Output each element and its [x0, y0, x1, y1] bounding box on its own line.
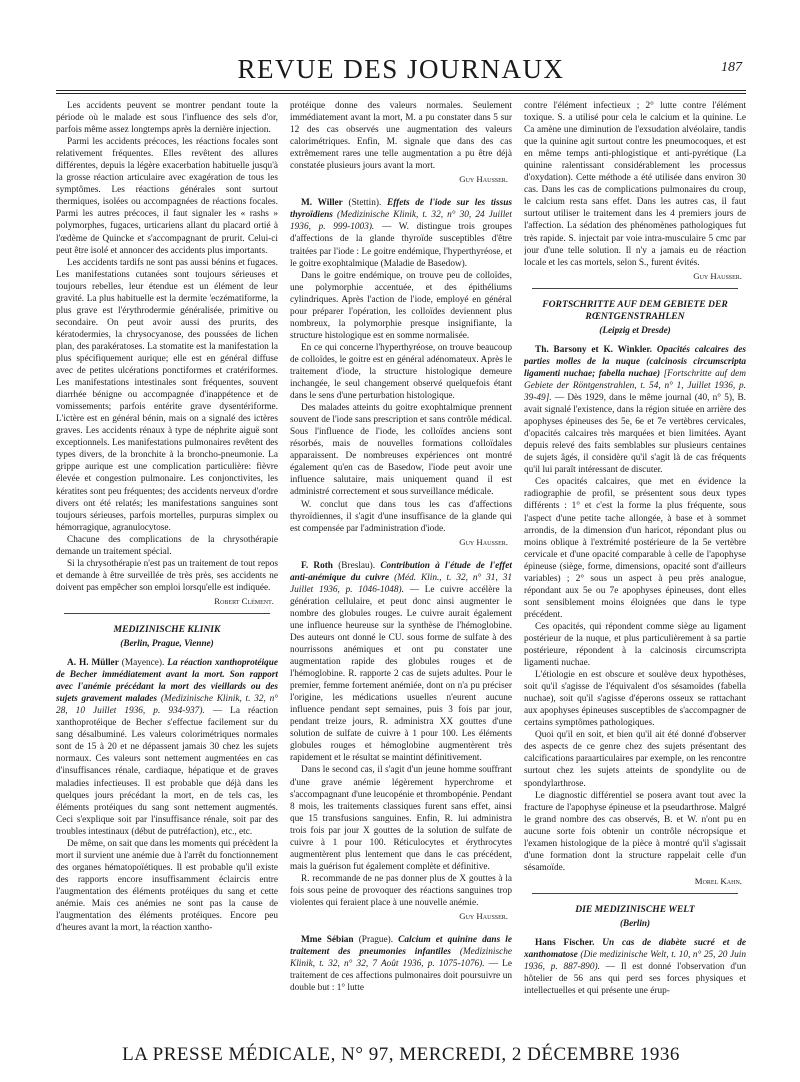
article-text: — Dès 1929, dans le même journal (40, n° 5), B. avait signalé l'existence, dans la région située en arrière des apophyses épineuses des 5e, 6e et 7e vertèbres cervicales, d'opacités calcaires très marquées et bien limitées. Ayant depuis relevé des faits semblables sur plusieurs centaines de sujets âgés, il considère qu'il s'agit là de cas fréquents qu'il lui paraît intéressant de discuter. — [524, 393, 746, 476]
column-middle — [290, 100, 512, 1020]
author-signature: Guy Hausser. — [693, 270, 742, 281]
page-header — [56, 52, 746, 88]
paragraph: Dans le goitre endémique, on trouve peu de colloïdes, une polymorphie accentuée, et des épithéliums cylindriques. Après l'action de l'iode, employé en général pour préparer l'opération, les colloïdes deviennent plus nombreux, la polymorphie presque insignifiante, la structure histologique est en somme normalisée. — [290, 270, 512, 341]
paragraph: Ces opacités, qui répondent comme siège au ligament postérieur de la nuque, et plus particulièrement à sa partie postérieure, répondent à la calcinosis circumscripta ligamenti nuchae. — [524, 621, 746, 669]
paragraph: W. conclut que dans tous les cas d'affections thyroïdiennes, il s'agit d'une insuffisance de la glande qui est compensée par l'administration d'iode. — [290, 499, 512, 534]
article-text: — Le cuivre accélère la génération cellulaire, et peut donc ainsi augmenter le nombre des globules rouges. Le cuivre aurait également une influence heureuse sur la synthèse de l'hémoglobine. Des auteurs ont donné le CU. sous forme de sulfate à des nourrissons anémiques et ont pu constater une augmentation rapide des globules rouges et de l'hémoglobine. R. rapporte 2 cas de sujets adultes. Pour le premier, femme fortement anémiée, dont on n'a pu préciser l'origine, les médications usuelles n'eurent aucune influence pendant sept semaines, puis 3 fois par jour, pendant treize jours, R. administra XX gouttes d'une solution de sulfate de cuivre à 1 pour 100. Les éléments globules rouges et hémoglobine augmentèrent très rapidement et le résultat se maintint définitivement. — [290, 584, 512, 764]
running-title: REVUE DES JOURNAUX — [237, 54, 565, 84]
article-author-city: (Stettin). — [348, 198, 382, 209]
article-source: [Fortschritte auf dem Gebiete der Röntgenstrahlen, t. 54, n° 1, Juillet 1936, p. 39-49]. — [524, 368, 746, 404]
journal-rubric: DIE MEDIZINISCHE WELT — [575, 903, 695, 915]
article-abstract — [524, 344, 746, 477]
paragraph: Quoi qu'il en soit, et bien qu'il ait été donné d'observer des aspects de ce genre chez des sujets présentant des calcifications paraarticulaires par exemple, on les rencontre surtout chez les sujets atteints de spondylite ou de spondylarthrose. — [524, 730, 746, 789]
journal-rubric: FORTSCHRITTE AUF DEM GEBIETE DER RŒNTGENSTRAHLEN — [542, 298, 728, 322]
author-signature: Guy Hausser. — [459, 536, 508, 547]
section-divider — [532, 288, 738, 289]
journal-rubric-place: (Berlin, Prague, Vienne) — [120, 638, 214, 649]
article-abstract — [524, 937, 746, 997]
article-title: Contribution à l'étude de l'effet anti-anémique du cuivre — [290, 560, 512, 583]
article-source: (Medizinische Klinik, t. 32, n° 28, 10 Juillet 1936, p. 934-937). — [56, 694, 278, 717]
article-title: Un cas de diabète sucré et de xanthomatose — [524, 938, 746, 961]
author-signature: Guy Hausser. — [459, 174, 508, 185]
paragraph: Dans le second cas, il s'agit d'un jeune homme souffrant d'une grave anémie légèrement hyperchrome et s'accompagnant d'une leucopénie et thrombopénie. Pendant 8 mois, les traitements classiques furent sans effet, ainsi que 15 transfusions sanguines. Enfin, R. lui administra trois fois par jour X gouttes de la solution de sulfate de cuivre à 1 pour 100. Réticulocytes et érythrocytes augmentèrent plus lentement que dans le cas précédent, mais la guérison fut également complète et définitive. — [290, 765, 512, 872]
paragraph: Parmi les accidents précoces, les réactions focales sont relativement fréquentes. Elles revêtent des allures différentes, depuis la légère exacerbation habituelle jusqu'à la grosse réaction articulaire avec exagération de tous les symptômes. Les réactions générales sont surtout thermiques, isolées ou accompagnées de réactions focales. Parmi les autres précoces, il faut signaler les « rashs » polymorphes, fugaces, urticariens allant du placard ortié à l'œdème de Quincke et s'accompagnant de prurit. Celui-ci peut être isolé et annoncer des accidents plus importants. — [56, 137, 278, 256]
article-author: A. H. Müller — [67, 658, 119, 669]
paragraph: Le diagnostic différentiel se posera avant tout avec la fracture de l'apophyse épineuse et la pseudarthrose. Malgré le grand nombre des cas observés, B. et W. n'ont pu en aucune sorte fois obtenir un contrôle nécropsique et l'examen histologique de la pièce à montré qu'il s'agissait d'une formation dont la structure rappelait celle d'un sésamoïde. — [524, 790, 746, 873]
header-rule-bottom — [56, 93, 746, 94]
paragraph: Chacune des complications de la chrysothérapie demande un traitement spécial. — [56, 534, 278, 557]
author-signature: Morel Kahn. — [694, 875, 742, 886]
section-divider — [532, 893, 738, 894]
paragraph: De même, on sait que dans les moments qui précèdent la mort il survient une anémie due à l'arrêt du fonctionnement des organes hématopoïétiques. Il est probable qu'il existe des rapports encore insuffisamment éclaircis entre l'augmentation des éléments protéiques du sang et cette anémie. Mais ces anémies ne sont pas la cause de l'augmentation des éléments protéiques. Encore peu d'heures avant la mort, la réaction xantho- — [56, 838, 278, 934]
article-author: Hans Fischer. — [535, 938, 595, 949]
article-text: — Le traitement de ces affections pulmonaires doit poursuivre un double but : 1° lutte — [290, 959, 512, 994]
article-source: (Méd. Klin., t. 32, n° 31, 31 Juillet 1936, p. 1046-1048). — [290, 572, 512, 595]
article-author: F. Roth — [301, 560, 333, 571]
paragraph: Des malades atteints du goitre exophtalmique prennent souvent de l'iode sans prescription et sans contrôle médical. Sous l'influence de l'iode, les colloïdes anciens sont résorbés, mais de nouvelles formations colloïdales apparaissent. De nombreuses expériences ont montré également qu'en cas de Basedow, l'iode peut avoir une influence salutaire, mais uniquement quand il est administré correctement et sous surveillance médicale. — [290, 403, 512, 498]
article-title: La réaction xanthoprotéique de Becher immédiatement avant la mort. Son rapport avec l'anémie précédant la mort des vieillards ou des sujets gravement malades — [56, 658, 278, 705]
article-source: (Die medizinische Welt, t. 10, n° 25, 20 Juin 1936, p. 887-890). — [524, 950, 746, 973]
header-rule-top — [56, 90, 746, 91]
paragraph: Les accidents tardifs ne sont pas aussi bénins et fugaces. Les manifestations cutanées sont toujours sérieuses et toujours rebelles, leur étendue est un élément de leur gravité. La plus habituelle est la dermite 'eczématiforme, la plus grave est l'érythrodermie généralisée, primitive ou secondaire. On peut avoir aussi des prurits, des kératodermies, la chrysocyanose, des poussées de lichen plan, des parakératoses. La stomatite est la manifestation la plus spécifiquement aurique; elle est en général diffuse avec de petites ulcérations ponctiformes et cratériformes. Les manifestations intestinales sont fréquentes, souvent diarrhée bénigne ou accompagnée d'inappétence et de vomissements; parfois entérite grave dysentériforme. L'ictère est en général bénin, mais on a signalé des ictères graves. Les accidents rénaux à type de néphrite aiguë sont exceptionnels. Les manifestations pulmonaires revêtent des types divers, de la bronchite à la broncho-pneumonie. La grippe aurique est une complication particulière: fièvre élevée et congestion pulmonaire. Les conjonctivites, les kératites sont peu fréquentes; des accidents nerveux d'ordre divers ont été relatés; les manifestations sanguines sont toujours sérieuses, parfois mortelles, purpuras simplex ou hémorragique, agranulocytose. — [56, 257, 278, 533]
article-author-city: (Prague). — [358, 935, 394, 946]
author-signature: Robert Clément. — [214, 595, 274, 606]
article-author-city: (Mayence). — [121, 658, 165, 669]
article-title: Calcium et quinine dans le traitement des pneumonies infantiles — [290, 935, 512, 958]
paragraph: protéique donne des valeurs normales. Seulement immédiatement avant la mort, M. a pu constater dans 5 sur 12 des cas observés une augmentation des valeurs calorimétriques. Enfin, M. signale que dans des cas extrêmement rares une telle augmentation a pu être déjà constatée plusieurs jours avant la mort. — [290, 101, 512, 172]
article-author-city: (Breslau). — [338, 560, 376, 571]
article-author: Mme Sébian — [301, 935, 354, 946]
journal-rubric-place: (Leipzig et Dresde) — [599, 324, 671, 335]
paragraph: Si la chrysothérapie n'est pas un traitement de tout repos et demande à être surveillée de très près, ses accidents ne doivent pas empêcher son emploi lorsqu'elle est indiquée. — [56, 558, 278, 593]
article-source: (Medizinische Klinik, t. 32, n° 32, 7 Août 1936, p. 1075-1076). — [290, 947, 512, 970]
author-signature: Guy Hausser. — [459, 911, 508, 922]
article-text: — La réaction xanthoprotéique de Becher s'effectue facilement sur du sang désalbuminé. Les valeurs colorimétriques normales sont de 15 à 20 et ne dépassent jamais 30 chez les sujets normaux. Ces valeurs sont nettement augmentées en cas d'insuffisances rénale, cardiaque, hépatique et de graves maladies infectieuses. Il est probable que déjà dans les quelques jours précédant la mort, en de tels cas, les éléments protéiques du sang sont nettement augmentés. Ceci s'explique soit par l'insuffisance rénale, soit par des troubles intestinaux (début de putréfaction), etc., etc. — [56, 706, 278, 837]
journal-rubric: MEDIZINISCHE KLINIK — [113, 623, 221, 635]
journal-rubric-place: (Berlin) — [619, 918, 651, 928]
paragraph: contre l'élément infectieux ; 2° lutte contre l'élément toxique. S. a utilisé pour cela le calcium et la quinine. Le Ca amène une diminution de l'exsudation alvéolaire, tandis que la quinine agit surtout contre les pneumocoques, et est en même temps anti-phlogistique et anti-pyrétique (La quinine ralentissant considérablement les processus d'oxydation). Cette méthode a été utilisée dans environ 30 cas. Dans les cas de complications pulmonaires du croup, le calcium resta sans effet. Dans les autres cas, il faut surtout utiliser le traitement dans les 4 premiers jours de l'affection. La sédation des phénomènes pathologiques fut très rapide. S. injectait par voie intra-musculaire 5 cmc par jour d'une telle solution. Il n'y a jamais eu de réaction locale et les cas mortels, selon S., furent évités. — [524, 101, 746, 268]
article-text: — Il est donné l'observation d'un hôtelier de 56 ans qui perd ses forces physiques et intellectuelles et qui présente une érup- — [524, 962, 746, 997]
article-title: Opacités calcaires des parties molles de la nuque (calcinosis circumscripta ligamenti nuchae; fabella nuchae) — [524, 344, 746, 379]
column-right — [524, 100, 746, 1020]
column-left — [56, 100, 278, 1020]
paragraph: L'étiologie en est obscure et soulève deux hypothèses, soit qu'il s'agisse de l'équivalent d'os sésamoïdes (fabella nuchae), soit qu'il s'agisse d'éperons osseux se rattachant aux apophyses épineuses susceptibles de s'accompagner de certains symptômes pathologiques. — [524, 670, 746, 729]
paragraph: R. recommande de ne pas donner plus de X gouttes à la fois sous peine de provoquer des réactions sanguines trop violentes qui feraient place à une nouvelle anémie. — [290, 873, 512, 908]
page-footer: LA PRESSE MÉDICALE, N° 97, MERCREDI, 2 DÉCEMBRE 1936 — [122, 1044, 680, 1065]
paragraph: En ce qui concerne l'hyperthyréose, on trouve beaucoup de colloïdes, le goitre est en général adénomateux. Après le traitement d'iode, la structure histologique demeure inchangée, le seul changement observé quelquefois étant dans le sens d'une perturbation histologique. — [290, 342, 512, 402]
article-abstract — [56, 657, 278, 838]
article-title: Effets de l'iode sur les tissus thyroïdiens — [290, 198, 512, 221]
article-text: — W. distingue trois groupes d'affections de la glande thyroïde susceptibles d'être traitées par l'iode : Le goitre endémique, l'hyperthyréose, et le goitre exophtalmique (Maladie de Basedow). — [290, 222, 512, 269]
section-divider — [64, 613, 270, 614]
article-source: (Medizinische Klinik, t. 32, n° 30, 24 Juillet 1936, p. 999-1003). — [290, 210, 512, 233]
page-number: 187 — [721, 60, 742, 75]
article-abstract — [290, 934, 512, 994]
article-abstract — [290, 197, 512, 269]
article-author: M. Willer — [301, 198, 343, 209]
paragraph: Ces opacités calcaires, que met en évidence la radiographie de profil, se présentent sous deux types différents : 1° et c'est la forme la plus fréquente, sous l'aspect d'une petite tache allongée, à base et à sommet arrondis, de la dimension d'un haricot, répondant plus ou moins oblique à l'extrémité postérieure de la 5e vertèbre cervicale et d'une opacité comparable à celle de l'apophyse épineuse (siège, forme, dimensions, opacité sont d'ailleurs variables) ; 2° sous un aspect à peu près analogue, répondant aux 5e ou 7e apophyses épineuses, dont elles sont sensiblement moins éloignées que dans le type précédent. — [524, 477, 746, 620]
article-abstract — [290, 560, 512, 765]
article-author: Th. Barsony et K. Winkler. — [535, 344, 653, 355]
paragraph: Les accidents peuvent se montrer pendant toute la période où le malade est sous l'influence des sels d'or, parfois même assez longtemps après la dernière injection. — [56, 101, 278, 136]
